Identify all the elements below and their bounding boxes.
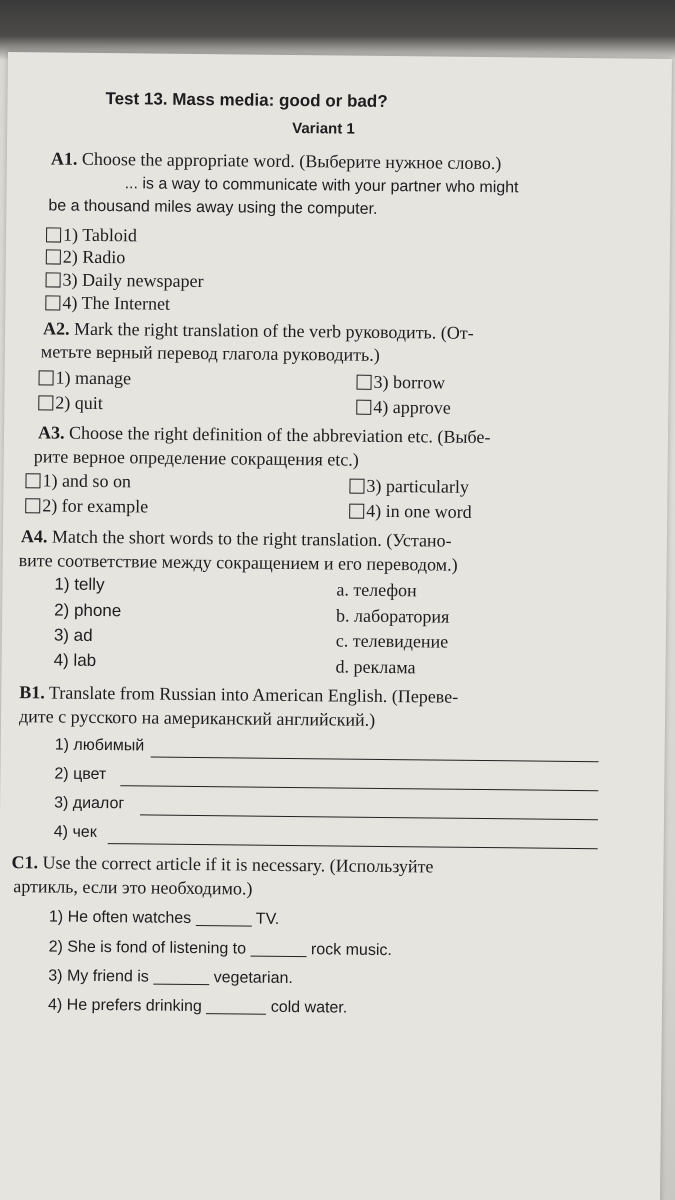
checkbox-icon[interactable] (25, 473, 40, 488)
b1-answer-line-3[interactable] (140, 814, 598, 820)
a2-option-4[interactable]: 4) approve (356, 397, 451, 419)
a3-option-1[interactable]: 1) and so on (25, 470, 131, 492)
c1-blank-3[interactable] (153, 970, 209, 986)
b1-item-3: 3) диалог (54, 794, 125, 813)
b1-number: B1. (19, 682, 45, 703)
a3-option-4[interactable]: 4) in one word (349, 501, 472, 523)
a1-option-2[interactable]: 2) Radio (46, 246, 126, 268)
a1-number: A1. (50, 148, 78, 169)
a1-option-1[interactable]: 1) Tabloid (46, 224, 137, 246)
checkbox-icon[interactable] (45, 295, 60, 310)
checkbox-icon[interactable] (349, 479, 364, 494)
a1-instruction (51, 148, 502, 174)
a3-number: A3. (37, 422, 65, 443)
checkbox-icon[interactable] (349, 504, 364, 519)
a3-option-3[interactable]: 3) particularly (349, 476, 469, 498)
b1-item-4: 4) чек (53, 823, 97, 841)
a4-right-d: d. реклама (335, 656, 416, 678)
a2-option-3[interactable]: 3) borrow (356, 372, 445, 394)
a2-option-2[interactable]: 2) quit (38, 392, 103, 414)
checkbox-icon[interactable] (356, 375, 371, 390)
a2-instruction-1: A2. Mark the right translation of the verb руководить. (От- (43, 318, 474, 343)
b1-answer-line-2[interactable] (120, 785, 598, 791)
a2-instruction-2: метьте верный перевод глагола руководить.) (40, 341, 380, 365)
a1-option-4[interactable]: 4) The Internet (45, 292, 170, 314)
a4-right-a: a. телефон (336, 579, 417, 601)
a4-right-b: b. лаборатория (336, 605, 450, 627)
c1-instruction-1: C1. Use the correct article if it is necessary. (Используйте (11, 852, 434, 877)
a3-option-2[interactable]: 2) for example (25, 495, 148, 517)
checkbox-icon[interactable] (46, 249, 61, 264)
a3-instruction-1: A3. Choose the right definition of the abbreviation etc. (Выбе- (37, 422, 491, 448)
a4-left-2: 2) phone (54, 600, 122, 621)
a4-left-4: 4) lab (53, 650, 97, 670)
a4-number: A4. (20, 526, 48, 547)
b1-answer-line-4[interactable] (108, 843, 598, 849)
a1-option-3[interactable]: 3) Daily newspaper (46, 269, 204, 292)
checkbox-icon[interactable] (38, 395, 53, 410)
c1-item-1: 1) He often watches TV. (48, 908, 280, 928)
b1-instruction-1: B1. Translate from Russian into American English. (Переве- (19, 682, 459, 707)
a4-left-3: 3) ad (53, 625, 93, 645)
test-title: Test 13. Mass media: good or bad? (105, 89, 388, 111)
checkbox-icon[interactable] (356, 400, 371, 415)
dark-surface (0, 0, 675, 60)
a4-instruction-2: вите соответствие между сокращением и его переводом.) (18, 550, 458, 575)
checkbox-icon[interactable] (39, 370, 54, 385)
c1-item-3: 3) My friend is vegetarian. (48, 967, 293, 988)
a4-right-c: c. телевидение (335, 630, 449, 652)
a3-instruction-2: рите верное определение сокращения etc.) (33, 446, 359, 470)
c1-number: C1. (11, 852, 39, 873)
c1-item-2: 2) She is fond of listening to rock music. (48, 938, 392, 960)
b1-instruction-2: дите с русского на американский английский.) (18, 706, 376, 730)
c1-blank-2[interactable] (250, 942, 306, 958)
a1-sentence-2: be a thousand miles away using the computer. (48, 197, 378, 218)
checkbox-icon[interactable] (46, 272, 61, 287)
a2-option-1[interactable]: 1) manage (38, 367, 131, 389)
c1-blank-1[interactable] (196, 911, 252, 927)
a1-instruction-text: Choose the appropriate word. (Выберите нужное слово.) (81, 148, 502, 174)
c1-instruction-2: артикль, если это необходимо.) (13, 876, 253, 899)
a4-instruction-1: A4. Match the short words to the right translation. (Устано- (20, 526, 452, 551)
a2-number: A2. (43, 318, 70, 339)
test-sheet (0, 52, 672, 1200)
c1-blank-4[interactable] (206, 999, 266, 1015)
c1-item-4: 4) He prefers drinking cold water. (47, 996, 348, 1017)
variant-label: Variant 1 (292, 119, 355, 138)
a4-left-1: 1) telly (54, 574, 105, 595)
checkbox-icon[interactable] (46, 227, 61, 242)
a1-sentence-1: ... is a way to communicate with your partner who might (124, 175, 519, 197)
checkbox-icon[interactable] (25, 498, 40, 513)
b1-answer-line-1[interactable] (151, 757, 599, 763)
b1-item-2: 2) цвет (54, 765, 107, 784)
b1-item-1: 1) любимый (54, 736, 145, 755)
